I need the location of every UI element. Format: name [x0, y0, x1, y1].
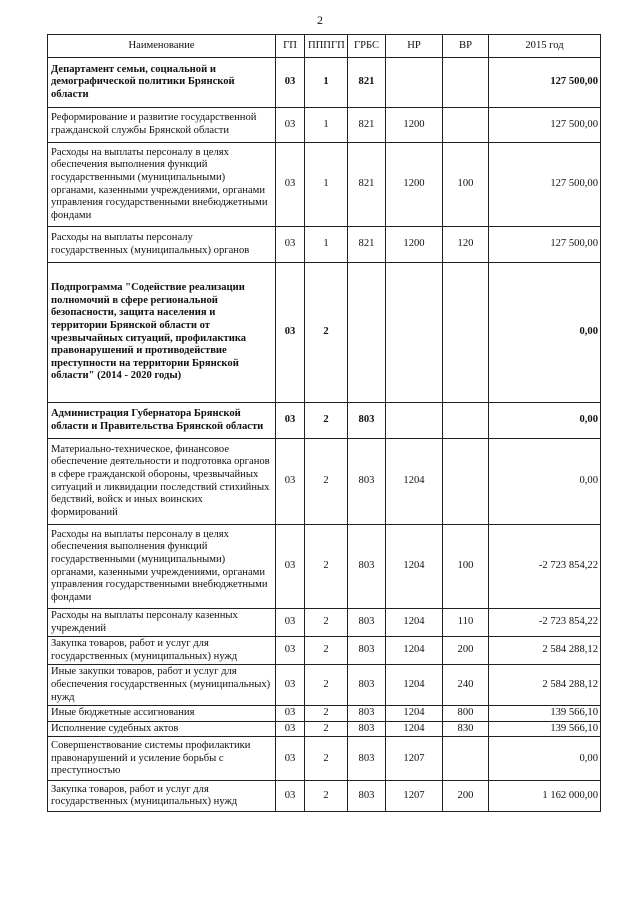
cell-amount: 0,00	[489, 737, 601, 781]
col-header-gp: ГП	[276, 35, 305, 58]
cell-grbs: 803	[348, 706, 386, 722]
cell-grbs: 803	[348, 609, 386, 637]
cell-pppgp: 2	[305, 706, 348, 722]
cell-vr: 100	[443, 143, 489, 227]
cell-vr: 830	[443, 721, 489, 737]
table-row	[48, 781, 601, 812]
cell-name: Исполнение судебных актов	[48, 721, 276, 737]
cell-nr: 1204	[386, 525, 443, 609]
cell-grbs: 821	[348, 108, 386, 143]
cell-vr	[443, 108, 489, 143]
table-row	[48, 706, 601, 722]
cell-pppgp: 1	[305, 108, 348, 143]
cell-gp: 03	[276, 525, 305, 609]
cell-name: Материально-техническое, финансовое обеспечение деятельности и подготовка органов в сфере гражданской обороны, чрезвычайных ситуаций и ликвидации последствий стихийных бедствий, войск и иных воинских формирований	[48, 439, 276, 525]
cell-pppgp: 2	[305, 525, 348, 609]
cell-amount: 139 566,10	[489, 721, 601, 737]
cell-vr: 240	[443, 665, 489, 706]
cell-gp: 03	[276, 781, 305, 812]
cell-amount: 2 584 288,12	[489, 637, 601, 665]
col-header-vr: ВР	[443, 35, 489, 58]
cell-gp: 03	[276, 439, 305, 525]
cell-grbs: 803	[348, 721, 386, 737]
col-header-pppgp: ПППГП	[305, 35, 348, 58]
cell-gp: 03	[276, 143, 305, 227]
cell-name: Администрация Губернатора Брянской области и Правительства Брянской области	[48, 403, 276, 439]
budget-table	[47, 34, 601, 812]
cell-nr: 1207	[386, 781, 443, 812]
col-header-name: Наименование	[48, 35, 276, 58]
cell-vr	[443, 58, 489, 108]
col-header-grbs: ГРБС	[348, 35, 386, 58]
cell-amount: 127 500,00	[489, 58, 601, 108]
table-row	[48, 143, 601, 227]
cell-amount: -2 723 854,22	[489, 609, 601, 637]
cell-vr	[443, 439, 489, 525]
cell-nr: 1207	[386, 737, 443, 781]
table-header-row	[48, 35, 601, 58]
cell-nr: 1204	[386, 721, 443, 737]
cell-grbs: 803	[348, 439, 386, 525]
cell-nr: 1204	[386, 637, 443, 665]
table-row	[48, 263, 601, 403]
cell-vr: 100	[443, 525, 489, 609]
cell-nr: 1200	[386, 143, 443, 227]
cell-name: Реформирование и развитие государственной гражданской службы Брянской области	[48, 108, 276, 143]
cell-grbs	[348, 263, 386, 403]
cell-grbs: 803	[348, 637, 386, 665]
cell-amount: 127 500,00	[489, 108, 601, 143]
cell-pppgp: 2	[305, 609, 348, 637]
cell-gp: 03	[276, 637, 305, 665]
cell-grbs: 803	[348, 525, 386, 609]
table-row	[48, 439, 601, 525]
cell-nr	[386, 403, 443, 439]
cell-nr: 1200	[386, 227, 443, 263]
cell-nr: 1200	[386, 108, 443, 143]
cell-pppgp: 1	[305, 227, 348, 263]
cell-vr	[443, 403, 489, 439]
table-row	[48, 108, 601, 143]
col-header-nr: НР	[386, 35, 443, 58]
cell-pppgp: 2	[305, 737, 348, 781]
cell-grbs: 821	[348, 143, 386, 227]
cell-name: Иные закупки товаров, работ и услуг для обеспечения государственных (муниципальных) нужд	[48, 665, 276, 706]
cell-vr: 200	[443, 637, 489, 665]
cell-pppgp: 1	[305, 58, 348, 108]
cell-vr: 110	[443, 609, 489, 637]
cell-gp: 03	[276, 403, 305, 439]
cell-pppgp: 2	[305, 781, 348, 812]
cell-name: Расходы на выплаты персоналу государственных (муниципальных) органов	[48, 227, 276, 263]
cell-nr: 1204	[386, 665, 443, 706]
cell-vr	[443, 263, 489, 403]
table-row	[48, 58, 601, 108]
cell-amount: 127 500,00	[489, 227, 601, 263]
cell-nr	[386, 263, 443, 403]
cell-name: Закупка товаров, работ и услуг для государственных (муниципальных) нужд	[48, 637, 276, 665]
cell-gp: 03	[276, 665, 305, 706]
table-row	[48, 403, 601, 439]
cell-name: Департамент семьи, социальной и демографической политики Брянской области	[48, 58, 276, 108]
table-row	[48, 737, 601, 781]
table-row	[48, 665, 601, 706]
cell-amount: 2 584 288,12	[489, 665, 601, 706]
cell-nr: 1204	[386, 609, 443, 637]
cell-vr: 800	[443, 706, 489, 722]
cell-grbs: 803	[348, 781, 386, 812]
cell-amount: 0,00	[489, 403, 601, 439]
cell-name: Иные бюджетные ассигнования	[48, 706, 276, 722]
cell-grbs: 803	[348, 403, 386, 439]
cell-grbs: 803	[348, 665, 386, 706]
cell-pppgp: 1	[305, 143, 348, 227]
cell-vr	[443, 737, 489, 781]
cell-gp: 03	[276, 58, 305, 108]
table-row	[48, 227, 601, 263]
cell-gp: 03	[276, 706, 305, 722]
page-number: 2	[317, 13, 323, 27]
cell-gp: 03	[276, 737, 305, 781]
cell-pppgp: 2	[305, 721, 348, 737]
cell-amount: -2 723 854,22	[489, 525, 601, 609]
cell-pppgp: 2	[305, 403, 348, 439]
cell-name: Расходы на выплаты персоналу в целях обеспечения выполнения функций государственными (муниципальными) органами, казенными учреждениями, органами управления государственными внебюджетными фондами	[48, 525, 276, 609]
cell-nr: 1204	[386, 706, 443, 722]
cell-gp: 03	[276, 108, 305, 143]
cell-nr: 1204	[386, 439, 443, 525]
cell-amount: 1 162 000,00	[489, 781, 601, 812]
cell-amount: 0,00	[489, 263, 601, 403]
cell-grbs: 821	[348, 227, 386, 263]
table-row	[48, 637, 601, 665]
cell-pppgp: 2	[305, 665, 348, 706]
cell-amount: 0,00	[489, 439, 601, 525]
cell-gp: 03	[276, 263, 305, 403]
cell-gp: 03	[276, 227, 305, 263]
cell-grbs: 803	[348, 737, 386, 781]
cell-amount: 139 566,10	[489, 706, 601, 722]
cell-vr: 120	[443, 227, 489, 263]
cell-pppgp: 2	[305, 637, 348, 665]
cell-name: Закупка товаров, работ и услуг для государственных (муниципальных) нужд	[48, 781, 276, 812]
table-row	[48, 525, 601, 609]
cell-grbs: 821	[348, 58, 386, 108]
cell-name: Расходы на выплаты персоналу в целях обеспечения выполнения функций государственными (муниципальными) органами, казенными учреждениями, органами управления государственными внебюджетными фондами	[48, 143, 276, 227]
cell-amount: 127 500,00	[489, 143, 601, 227]
col-header-year: 2015 год	[489, 35, 601, 58]
table-row	[48, 721, 601, 737]
cell-name: Подпрограмма "Содействие реализации полномочий в сфере региональной безопасности, защита населения и территории Брянской области от чрезвычайных ситуаций, профилактика правонарушений и противодействие преступности на территории Брянской области" (2014 - 2020 годы)	[48, 263, 276, 403]
cell-name: Расходы на выплаты персоналу казенных учреждений	[48, 609, 276, 637]
cell-name: Совершенствование системы профилактики правонарушений и усиление борьбы с преступностью	[48, 737, 276, 781]
cell-pppgp: 2	[305, 263, 348, 403]
cell-nr	[386, 58, 443, 108]
table-body	[48, 58, 601, 812]
table-row	[48, 609, 601, 637]
cell-pppgp: 2	[305, 439, 348, 525]
cell-gp: 03	[276, 609, 305, 637]
cell-vr: 200	[443, 781, 489, 812]
cell-gp: 03	[276, 721, 305, 737]
